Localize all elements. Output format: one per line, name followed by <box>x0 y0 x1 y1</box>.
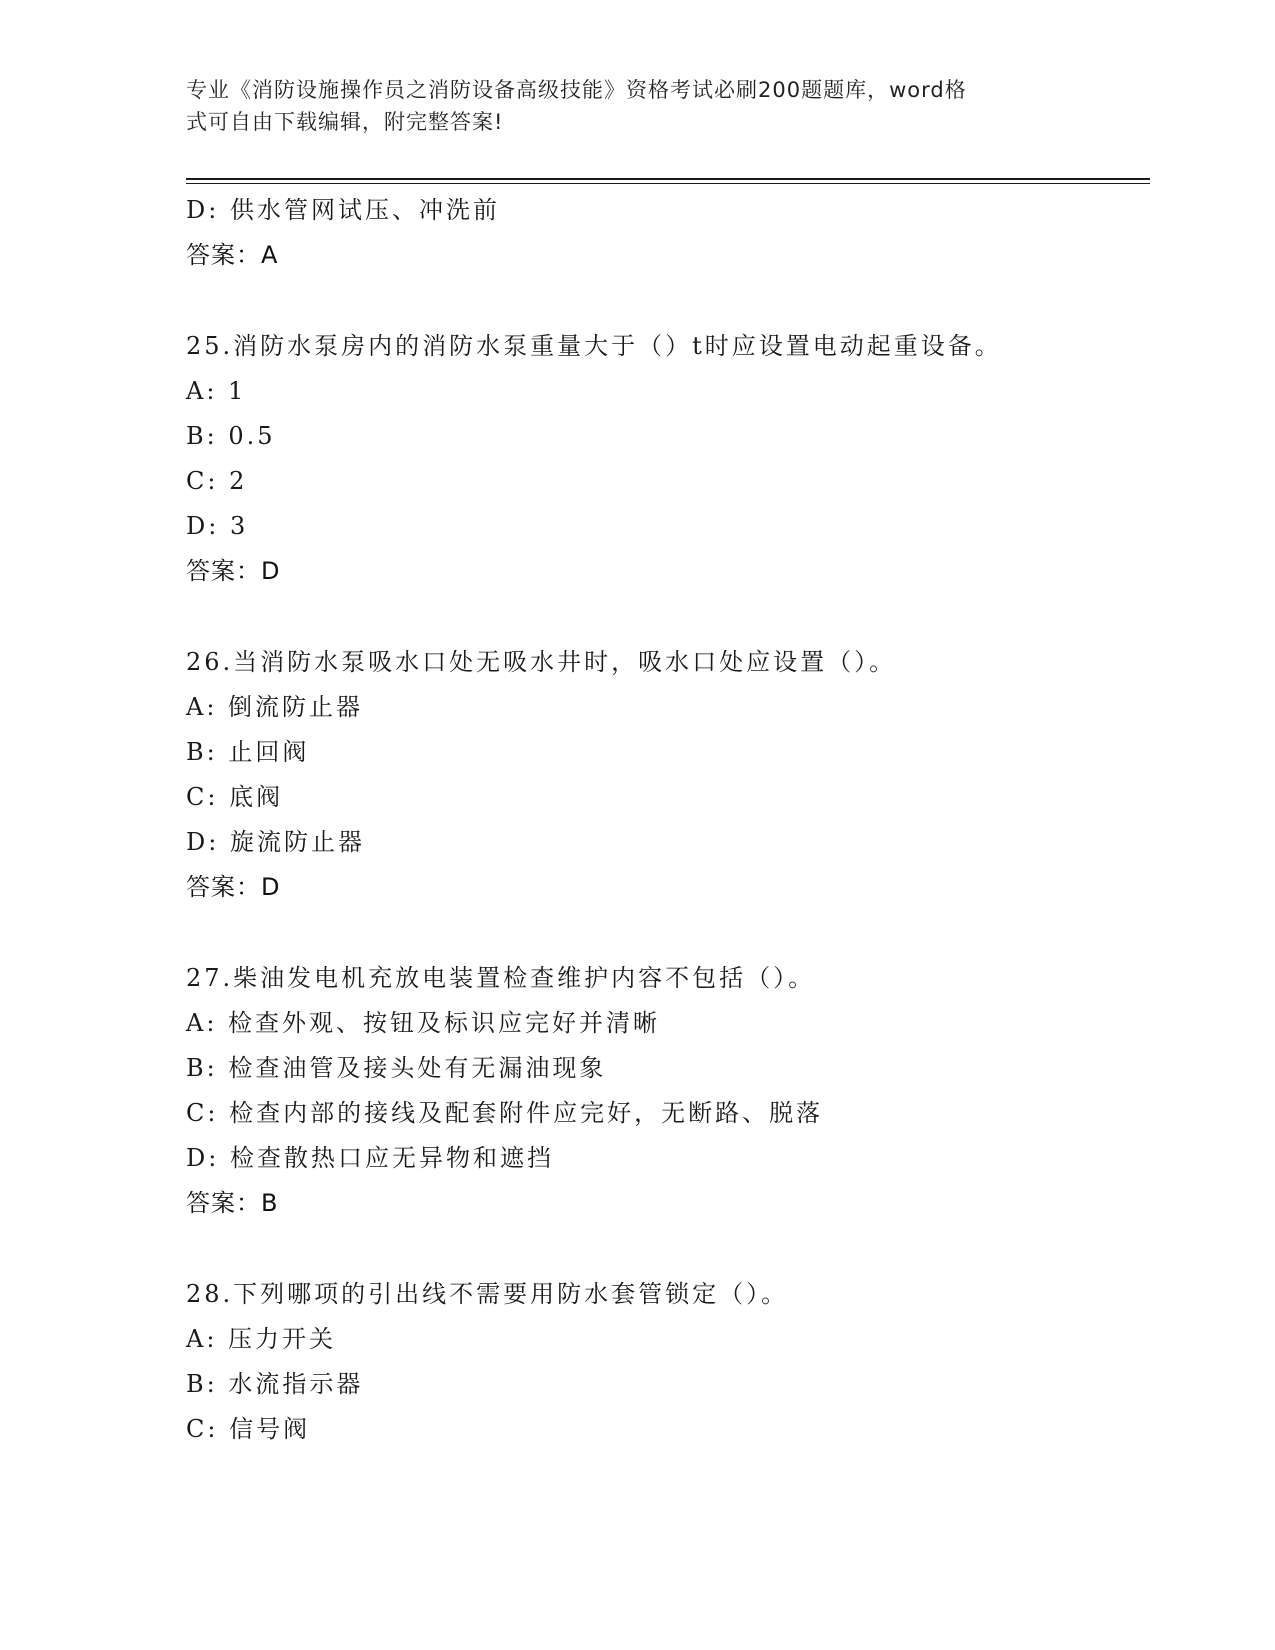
question-stem: 26.当消防水泵吸水口处无吸水井时，吸水口处应设置（）。 <box>186 648 897 676</box>
question-25 <box>186 324 1146 594</box>
question-continuation <box>186 188 1146 278</box>
option-a: A: 压力开关 <box>186 1325 337 1353</box>
header-line-1: 专业《消防设施操作员之消防设备高级技能》资格考试必刷200题题库，word格 <box>186 78 967 102</box>
option-a: A: 倒流防止器 <box>186 693 364 721</box>
header-line-2: 式可自由下载编辑，附完整答案! <box>186 110 504 134</box>
answer-line: 答案：D <box>186 873 281 901</box>
question-gap <box>186 1226 1146 1272</box>
option-b: B: 0.5 <box>186 422 276 450</box>
question-gap <box>186 278 1146 324</box>
question-26 <box>186 640 1146 910</box>
option-a: A: 检查外观、按钮及标识应完好并清晰 <box>186 1009 661 1037</box>
option-c: C: 信号阀 <box>186 1415 311 1443</box>
question-gap <box>186 594 1146 640</box>
answer-line: 答案：B <box>186 1189 279 1217</box>
question-stem: 27.柴油发电机充放电装置检查维护内容不包括（）。 <box>186 964 816 992</box>
option-d: D: 检查散热口应无异物和遮挡 <box>186 1144 554 1172</box>
question-stem: 25.消防水泵房内的消防水泵重量大于（）t时应设置电动起重设备。 <box>186 332 1002 360</box>
option-c: C: 检查内部的接线及配套附件应完好，无断路、脱落 <box>186 1099 824 1127</box>
question-stem: 28.下列哪项的引出线不需要用防水套管锁定（）。 <box>186 1280 789 1308</box>
option-d: D: 旋流防止器 <box>186 828 365 856</box>
document-header <box>186 74 1066 138</box>
option-b: B: 止回阀 <box>186 738 310 766</box>
answer-line: 答案：A <box>186 241 279 269</box>
option-d: D: 供水管网试压、冲洗前 <box>186 196 500 224</box>
option-d: D: 3 <box>186 512 249 540</box>
question-list <box>186 188 1146 1452</box>
option-a: A: 1 <box>186 377 247 405</box>
question-28 <box>186 1272 1146 1452</box>
option-b: B: 水流指示器 <box>186 1370 364 1398</box>
option-b: B: 检查油管及接头处有无漏油现象 <box>186 1054 607 1082</box>
answer-line: 答案：D <box>186 557 281 585</box>
option-c: C: 2 <box>186 467 248 495</box>
header-divider-thick <box>186 178 1150 180</box>
question-27 <box>186 956 1146 1226</box>
option-c: C: 底阀 <box>186 783 284 811</box>
question-gap <box>186 910 1146 956</box>
header-divider-thin <box>186 183 1150 184</box>
